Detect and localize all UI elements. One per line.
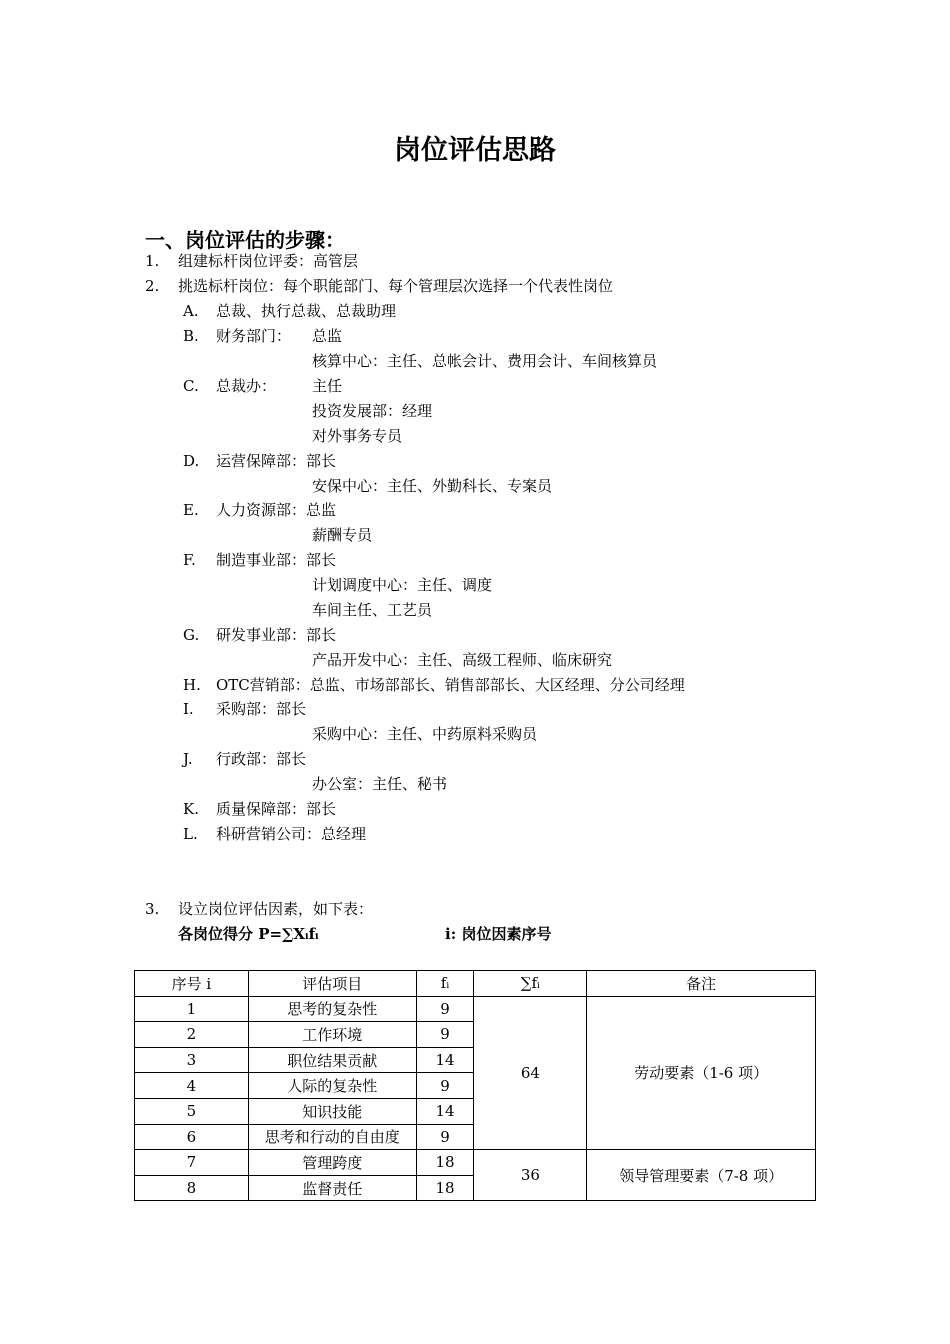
dept-name: 科研营销公司：总经理: [216, 825, 367, 843]
cell-index: 2: [135, 1022, 249, 1048]
step-text: 组建标杆岗位评委：高管层: [178, 252, 359, 270]
cell-weight: 9: [416, 1073, 474, 1099]
group-note-cell: 领导管理要素（7-8 项）: [587, 1150, 816, 1201]
dept-name: 总裁办：: [216, 377, 277, 395]
cell-item: 监督责任: [248, 1175, 416, 1201]
dept-letter: C.: [183, 377, 199, 395]
dept-letter: D.: [183, 452, 200, 470]
column-header: 序号 i: [135, 971, 249, 997]
cell-weight: 14: [416, 1047, 474, 1073]
cell-weight: 18: [416, 1175, 474, 1201]
cell-item: 管理跨度: [248, 1150, 416, 1176]
dept-line: 核算中心：主任、总帐会计、费用会计、车间核算员: [312, 352, 658, 370]
formula: 各岗位得分 P=∑Xᵢfᵢ: [178, 925, 319, 943]
dept-name: 研发事业部：部长: [216, 626, 337, 644]
cell-index: 6: [135, 1124, 249, 1150]
dept-name: 运营保障部：部长: [216, 452, 337, 470]
dept-letter: A.: [183, 302, 199, 320]
column-header: ∑fᵢ: [474, 971, 587, 997]
dept-name: OTC营销部：总监、市场部部长、销售部部长、大区经理、分公司经理: [216, 676, 685, 694]
page-title: 岗位评估思路: [394, 135, 556, 166]
dept-letter: I.: [183, 700, 194, 718]
cell-item: 人际的复杂性: [248, 1073, 416, 1099]
dept-letter: J.: [183, 750, 193, 768]
column-header: 评估项目: [248, 971, 416, 997]
cell-index: 7: [135, 1150, 249, 1176]
dept-letter: L.: [183, 825, 198, 843]
dept-line: 采购中心：主任、中药原料采购员: [312, 725, 538, 743]
step-number: 1.: [145, 252, 160, 270]
table-row: [135, 1150, 816, 1176]
cell-index: 3: [135, 1047, 249, 1073]
step-text: 设立岗位评估因素，如下表：: [178, 900, 374, 918]
group-note-cell: 劳动要素（1-6 项）: [587, 996, 816, 1150]
cell-weight: 9: [416, 1124, 474, 1150]
dept-line: 安保中心：主任、外勤科长、专案员: [312, 477, 553, 495]
dept-name: 人力资源部：总监: [216, 501, 337, 519]
dept-letter: K.: [183, 800, 199, 818]
cell-weight: 14: [416, 1098, 474, 1124]
dept-line: 办公室：主任、秘书: [312, 775, 448, 793]
group-sum-cell: 36: [474, 1150, 587, 1201]
dept-line: 投资发展部：经理: [312, 402, 433, 420]
cell-item: 思考的复杂性: [248, 996, 416, 1022]
dept-name: 行政部：部长: [216, 750, 307, 768]
cell-weight: 9: [416, 996, 474, 1022]
cell-index: 4: [135, 1073, 249, 1099]
dept-letter: G.: [183, 626, 200, 644]
column-header: 备注: [587, 971, 816, 997]
dept-name: 采购部：部长: [216, 700, 307, 718]
dept-name: 质量保障部：部长: [216, 800, 337, 818]
dept-letter: B.: [183, 327, 199, 345]
dept-line: 薪酬专员: [312, 526, 373, 544]
cell-weight: 9: [416, 1022, 474, 1048]
formula-note: i: 岗位因素序号: [445, 925, 552, 943]
dept-line: 主任: [312, 377, 343, 395]
factor-table: [134, 970, 816, 1201]
dept-line: 总监: [312, 327, 343, 345]
step-number: 3.: [145, 900, 160, 918]
dept-name: 总裁、执行总裁、总裁助理: [216, 302, 397, 320]
cell-item: 思考和行动的自由度: [248, 1124, 416, 1150]
dept-letter: H.: [183, 676, 201, 694]
dept-line: 对外事务专员: [312, 427, 403, 445]
dept-letter: F.: [183, 551, 196, 569]
dept-line: 计划调度中心：主任、调度: [312, 576, 493, 594]
step-text: 挑选标杆岗位：每个职能部门、每个管理层次选择一个代表性岗位: [178, 277, 614, 295]
cell-item: 知识技能: [248, 1098, 416, 1124]
step-number: 2.: [145, 277, 160, 295]
section-heading: 一、岗位评估的步骤：: [145, 228, 345, 252]
cell-item: 职位结果贡献: [248, 1047, 416, 1073]
group-sum-cell: 64: [474, 996, 587, 1150]
column-header: fᵢ: [416, 971, 474, 997]
dept-line: 产品开发中心：主任、高级工程师、临床研究: [312, 651, 613, 669]
table-header-row: [135, 971, 816, 997]
table-row: [135, 996, 816, 1022]
dept-name: 财务部门：: [216, 327, 292, 345]
cell-index: 8: [135, 1175, 249, 1201]
dept-line: 车间主任、工艺员: [312, 601, 433, 619]
cell-index: 5: [135, 1098, 249, 1124]
cell-item: 工作环境: [248, 1022, 416, 1048]
cell-weight: 18: [416, 1150, 474, 1176]
dept-letter: E.: [183, 501, 199, 519]
dept-name: 制造事业部：部长: [216, 551, 337, 569]
cell-index: 1: [135, 996, 249, 1022]
